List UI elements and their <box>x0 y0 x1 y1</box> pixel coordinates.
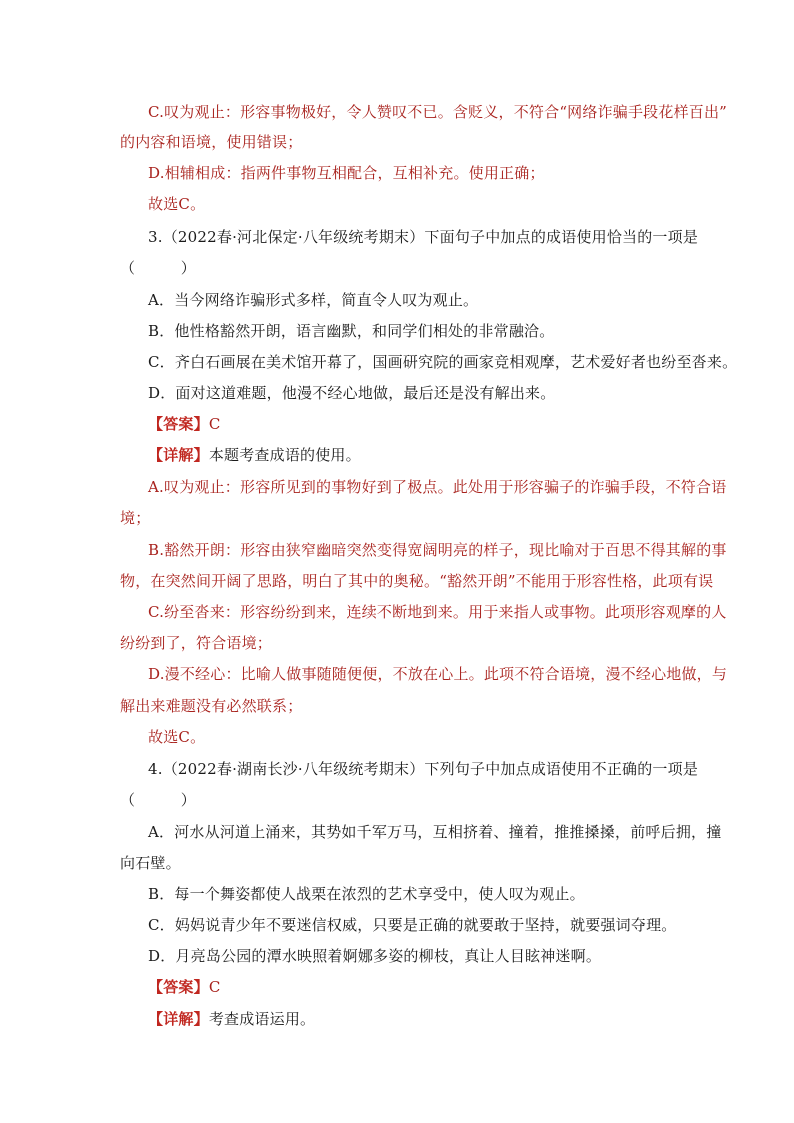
q3-exp-b-line2: 物，在突然间开阔了思路，明白了其中的奥秘。“豁然开朗”不能用于形容性格，此项有误 <box>120 572 714 590</box>
q3-exp-c-line2: 纷纷到了，符合语境； <box>120 634 273 652</box>
q3-stem-line1: 3.（2022春·河北保定·八年级统考期末）下面句子中加点的成语使用恰当的一项是 <box>148 228 699 246</box>
q2-exp-d-line: D.相辅相成：指两件事物互相配合，互相补充。使用正确； <box>148 164 545 182</box>
q3-exp-c-line1: C.纷至沓来：形容纷纷到来，连续不断地到来。用于来指人或事物。此项形容观摩的人 <box>148 603 727 621</box>
q4-stem-line2: （ ） <box>120 791 197 809</box>
q3-detail-tag: 【详解】 <box>148 446 209 464</box>
q3-exp-a-line1: A.叹为观止：形容所见到的事物好到了极点。此处用于形容骗子的诈骗手段，不符合语 <box>148 478 727 496</box>
q3-option-b: B．他性格豁然开朗，语言幽默，和同学们相处的非常融洽。 <box>148 322 555 340</box>
q4-answer-tag: 【答案】 <box>148 978 209 996</box>
q3-option-d: D．面对这道难题，他漫不经心地做，最后还是没有解出来。 <box>148 384 556 402</box>
q4-option-c: C．妈妈说青少年不要迷信权威，只要是正确的就要敢于坚持，就要强词夺理。 <box>148 916 677 934</box>
q4-answer-value: C <box>208 978 221 996</box>
q3-answer-value: C <box>208 415 221 433</box>
q4-option-b: B．每一个舞姿都使人战栗在浓烈的艺术享受中，使人叹为观止。 <box>148 885 585 903</box>
q3-stem-line2: （ ） <box>120 259 197 277</box>
q3-answer-tag: 【答案】 <box>148 415 209 433</box>
q4-option-d: D．月亮岛公园的潭水映照着婀娜多姿的柳枝，真让人目眩神迷啊。 <box>148 947 602 965</box>
q3-detail-row <box>148 445 361 465</box>
q4-detail-row <box>148 1009 315 1029</box>
q3-exp-b-line1: B.豁然开朗：形容由狭窄幽暗突然变得宽阔明亮的样子，现比喻对于百思不得其解的事 <box>148 541 727 559</box>
q4-detail-tag: 【详解】 <box>148 1010 209 1028</box>
q4-option-a-line1: A．河水从河道上涌来，其势如千军万马，互相挤着、撞着，推推搡搡，前呼后拥，撞 <box>148 823 722 841</box>
q2-exp-c-line2: 的内容和语境，使用错误； <box>120 133 303 151</box>
q3-conclusion: 故选C。 <box>148 728 206 746</box>
q4-detail-intro: 考查成语运用。 <box>208 1010 316 1028</box>
q4-answer-row <box>148 977 221 997</box>
q3-answer-row <box>148 414 221 434</box>
q3-exp-d-line1: D.漫不经心：比喻人做事随随便便，不放在心上。此项不符合语境，漫不经心地做，与 <box>148 665 728 683</box>
q4-option-a-line2: 向石壁。 <box>120 854 181 872</box>
q3-option-c: C．齐白石画展在美术馆开幕了，国画研究院的画家竞相观摩，艺术爱好者也纷至沓来。 <box>148 353 738 371</box>
q4-stem-line1: 4.（2022春·湖南长沙·八年级统考期末）下列句子中加点成语使用不正确的一项是 <box>148 760 699 778</box>
q3-option-a: A．当今网络诈骗形式多样，简直令人叹为观止。 <box>148 291 479 309</box>
q2-conclusion: 故选C。 <box>148 195 206 213</box>
q3-exp-a-line2: 境； <box>120 509 151 527</box>
q3-exp-d-line2: 解出来难题没有必然联系； <box>120 697 303 715</box>
q3-detail-intro: 本题考查成语的使用。 <box>208 446 361 464</box>
q2-exp-c-line1: C.叹为观止：形容事物极好，令人赞叹不已。含贬义，不符合“网络诈骗手段花样百出” <box>148 103 728 121</box>
